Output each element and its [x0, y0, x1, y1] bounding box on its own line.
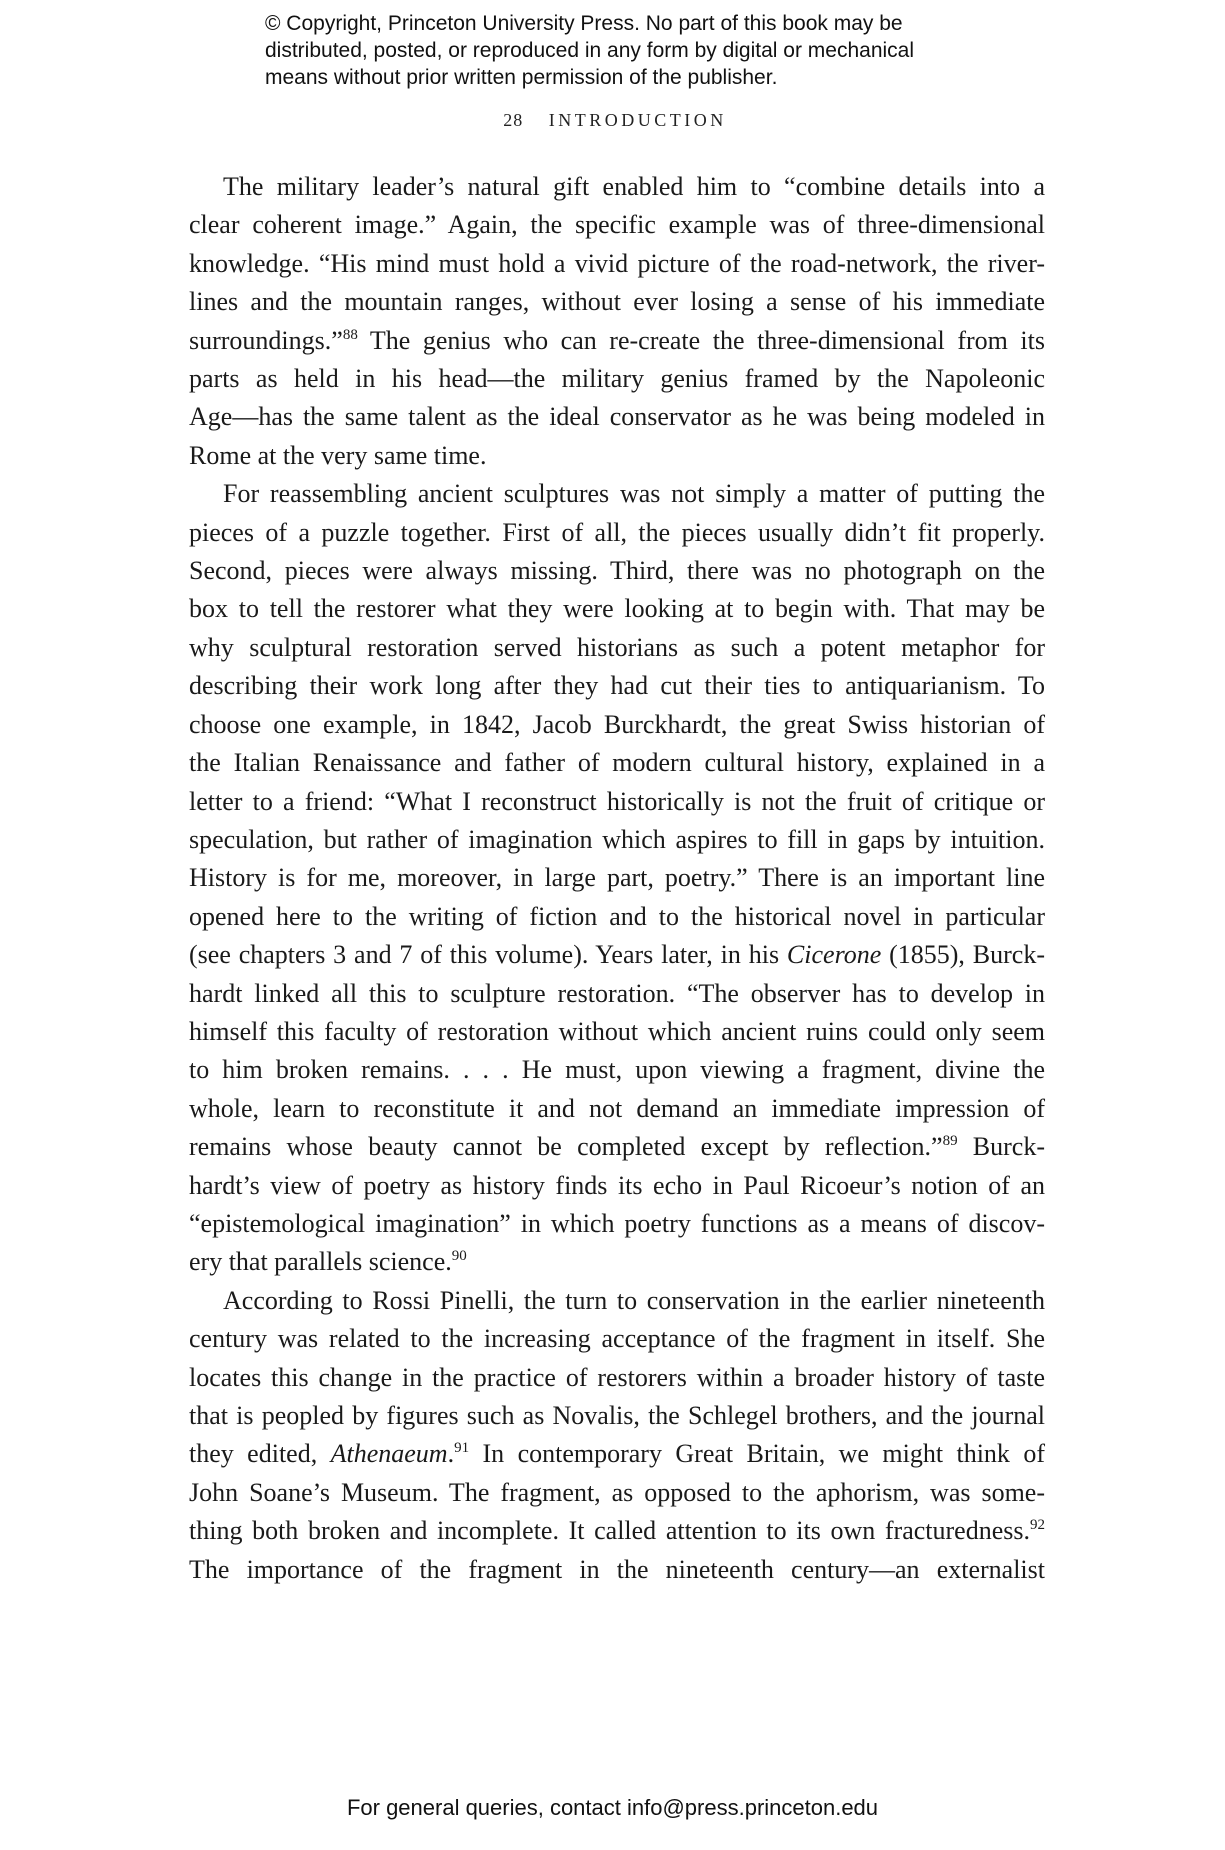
text-line: box to tell the restorer what they were looking at to begin with. That may be: [189, 594, 1045, 624]
footnote-ref: 91: [454, 1440, 470, 1457]
text-line: History is for me, moreover, in large part, poetry.” There is an important line: [189, 863, 1045, 893]
text-run: remains whose beauty cannot be completed except by reflection.”: [189, 1132, 943, 1162]
text-line: lines and the mountain ranges, without ever losing a sense of his immediate: [189, 287, 1045, 317]
text-run: they edited,: [189, 1439, 331, 1469]
text-line: why sculptural restoration served historians as such a potent metaphor for: [189, 632, 1045, 662]
text-line: clear coherent image.” Again, the specific example was of three-dimensional: [189, 210, 1045, 240]
paragraph: [189, 1282, 1045, 1589]
text-line: himself this faculty of restoration without which ancient ruins could only seem: [189, 1016, 1045, 1046]
text-line: hardt linked all this to sculpture restoration. “The observer has to develop in: [189, 978, 1045, 1008]
footnote-ref: 88: [342, 326, 358, 343]
running-head: [190, 110, 1040, 131]
text-line: [189, 322, 1045, 360]
text-line: century was related to the increasing acceptance of the fragment in itself. She: [189, 1324, 1045, 1354]
paragraph: [189, 475, 1045, 1282]
paragraph: [189, 168, 1045, 475]
body-text: [189, 168, 1045, 1589]
copyright-line: © Copyright, Princeton University Press. No part of this book may be: [265, 12, 903, 35]
text-line: [189, 936, 1045, 974]
text-line: Second, pieces were always missing. Third, there was no photograph on the: [189, 556, 1045, 586]
text-run: .: [447, 1439, 455, 1469]
text-line: Age—has the same talent as the ideal conservator as he was being modeled in: [189, 402, 1045, 432]
footnote-ref: 92: [1030, 1517, 1045, 1534]
italic-title: Athenaeum: [330, 1439, 448, 1469]
text-run: In contemporary Great Britain, we might think of: [469, 1439, 1045, 1469]
text-line: locates this change in the practice of restorers within a broader history of taste: [189, 1362, 1045, 1392]
text-line: knowledge. “His mind must hold a vivid picture of the road-network, the river-: [189, 248, 1045, 278]
text-line: whole, learn to reconstitute it and not demand an immediate impression of: [189, 1093, 1045, 1123]
text-run: surroundings.”: [189, 325, 343, 355]
text-line: describing their work long after they had cut their ties to antiquarianism. To: [189, 671, 1045, 701]
italic-title: Cicerone: [786, 940, 882, 970]
text-line: that is peopled by figures such as Novalis, the Schlegel brothers, and the journal: [189, 1401, 1045, 1430]
text-line: parts as held in his head—the military genius framed by the Napoleonic: [189, 364, 1045, 394]
text-line: John Soane’s Museum. The fragment, as opposed to the aphorism, was some-: [189, 1477, 1045, 1507]
text-line: According to Rossi Pinelli, the turn to conservation in the earlier nineteenth: [223, 1285, 1045, 1315]
text-line: [189, 1435, 1045, 1473]
footer-contact: For general queries, contact info@press.princeton.edu: [346, 1795, 879, 1820]
section-title: INTRODUCTION: [548, 110, 727, 130]
text-line: The military leader’s natural gift enabled him to “combine details into a: [223, 172, 1045, 201]
text-run: Burck-: [957, 1132, 1045, 1162]
text-line: the Italian Renaissance and father of modern cultural history, explained in a: [189, 748, 1045, 778]
text-run: thing both broken and incomplete. It called attention to its own fracturedness.: [189, 1516, 1030, 1546]
footnote-ref: 90: [451, 1248, 467, 1265]
text-line: For reassembling ancient sculptures was not simply a matter of putting the: [223, 479, 1045, 509]
text-line: pieces of a puzzle together. First of all, the pieces usually didn’t fit properly.: [189, 517, 1045, 547]
text-line: [189, 1512, 1045, 1550]
text-line: opened here to the writing of fiction and to the historical novel in particular: [189, 901, 1045, 931]
footnote-ref: 89: [942, 1133, 958, 1150]
copyright-line: distributed, posted, or reproduced in any form by digital or mechanical: [265, 39, 915, 62]
text-run: ery that parallels science.: [189, 1247, 452, 1277]
text-line: Rome at the very same time.: [189, 440, 487, 470]
copyright-line: means without prior written permission of the publisher.: [265, 66, 778, 89]
text-line: [189, 1128, 1045, 1166]
text-line: The importance of the fragment in the nineteenth century—an externalist: [189, 1554, 1045, 1584]
text-run: (see chapters 3 and 7 of this volume). Years later, in his: [189, 940, 787, 970]
copyright-notice: [265, 10, 1025, 91]
text-line: letter to a friend: “What I reconstruct historically is not the fruit of critique or: [189, 786, 1045, 816]
text-line: speculation, but rather of imagination which aspires to fill in gaps by intuition.: [189, 824, 1045, 854]
text-run: The genius who can re-create the three-dimensional from its: [357, 325, 1045, 355]
page-number: 28: [503, 110, 524, 130]
text-line: hardt’s view of poetry as history finds its echo in Paul Ricoeur’s notion of an: [189, 1170, 1045, 1200]
text-line: choose one example, in 1842, Jacob Burckhardt, the great Swiss historian of: [189, 709, 1045, 739]
text-run: (1855), Burck-: [881, 940, 1045, 970]
text-line: [189, 1243, 1045, 1281]
text-line: to him broken remains. . . . He must, upon viewing a fragment, divine the: [189, 1055, 1045, 1085]
text-line: “epistemological imagination” in which poetry functions as a means of discov-: [189, 1208, 1045, 1238]
